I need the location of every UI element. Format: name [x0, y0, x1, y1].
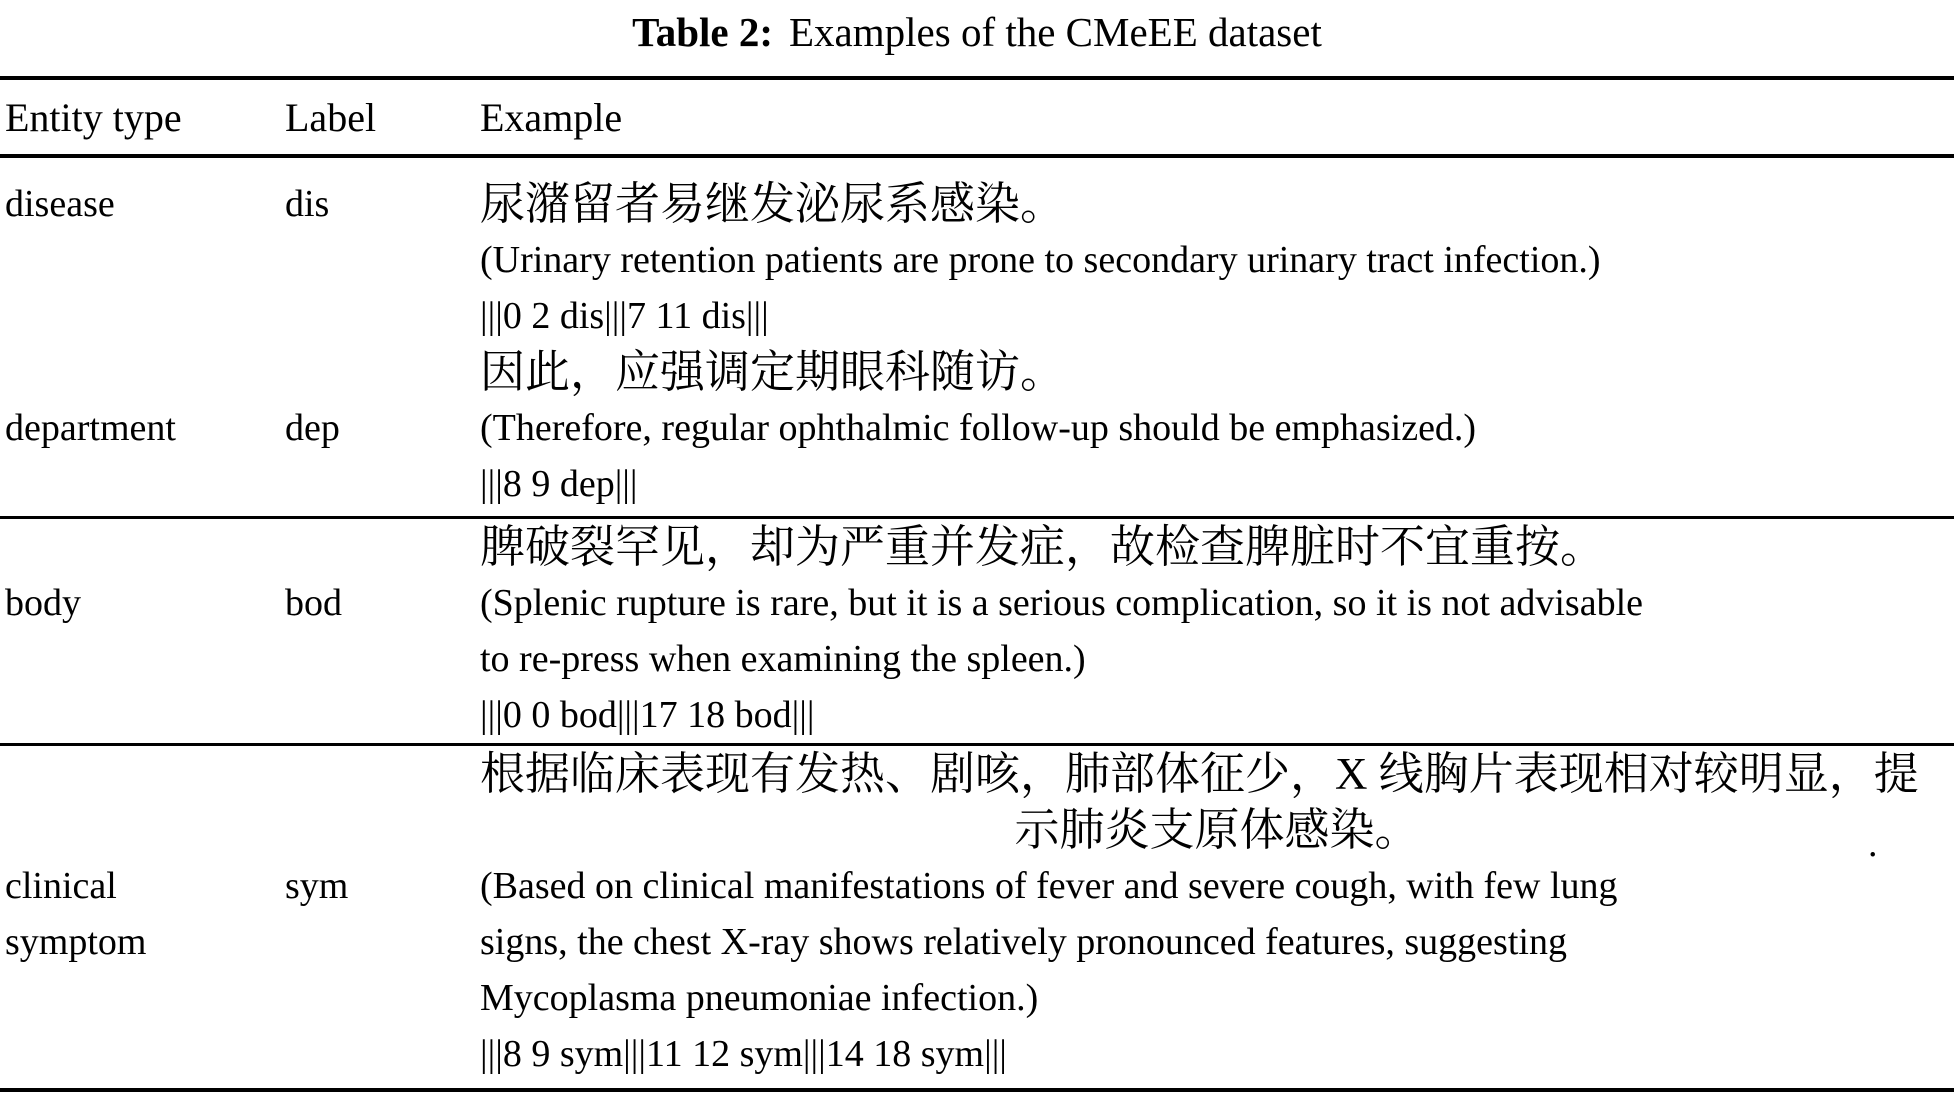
label-dep: dep: [285, 407, 340, 449]
example-annotation: |||8 9 dep|||: [480, 463, 638, 505]
example-translation-en: (Therefore, regular ophthalmic follow-up should be emphasized.): [480, 407, 1477, 449]
table-caption-title: Examples of the CMeEE dataset: [789, 9, 1322, 55]
column-header-label: Label: [285, 94, 377, 140]
entity-type-disease: disease: [5, 183, 115, 225]
example-sentence-zh-line-2: 示肺炎支原体感染。: [1014, 805, 1420, 855]
table-header-row: [0, 80, 1954, 154]
label-dis: dis: [285, 183, 330, 225]
column-header-entity-type: Entity type: [5, 94, 182, 140]
label-sym: sym: [285, 865, 349, 907]
table-section-clinical-symptom: [0, 746, 1954, 1088]
example-translation-en-line-3: Mycoplasma pneumoniae infection.): [480, 977, 1039, 1019]
column-header-example: Example: [480, 94, 623, 140]
entity-type-clinical-line-2: symptom: [5, 921, 147, 963]
table-caption-number: Table 2:: [632, 9, 774, 55]
example-sentence-zh: 脾破裂罕见，却为严重并发症，故检查脾脏时不宜重按。: [480, 522, 1606, 572]
example-sentence-zh: 尿潴留者易继发泌尿系感染。: [480, 179, 1066, 229]
example-annotation: |||0 2 dis|||7 11 dis|||: [480, 295, 769, 337]
example-sentence-zh: 因此，应强调定期眼科随访。: [480, 347, 1066, 397]
example-translation-en-line-1: (Splenic rupture is rare, but it is a serious complication, so it is not advisable: [480, 582, 1643, 624]
entity-type-clinical-line-1: clinical: [5, 865, 117, 907]
example-sentence-zh-line-1: 根据临床表现有发热、剧咳，肺部体征少，X 线胸片表现相对较明显，提: [480, 749, 1919, 799]
example-translation-en-line-2: to re-press when examining the spleen.): [480, 638, 1086, 680]
example-annotation: |||0 0 bod|||17 18 bod|||: [480, 694, 815, 736]
table-caption: [0, 6, 1954, 58]
table-row-clinical-symptom: [0, 746, 1954, 1082]
label-bod: bod: [285, 582, 342, 624]
entity-type-body: body: [5, 582, 81, 624]
table-row-disease: [0, 176, 1954, 344]
table-row-body: [0, 519, 1954, 743]
table-row-department: [0, 344, 1954, 512]
table-bottom-rule: [0, 1088, 1954, 1092]
example-translation-en-line-2: signs, the chest X-ray shows relatively pronounced features, suggesting: [480, 921, 1567, 963]
stray-dot-artifact: .: [1868, 823, 1878, 865]
example-translation-en-line-1: (Based on clinical manifestations of fever and severe cough, with few lung: [480, 865, 1618, 907]
example-annotation: |||8 9 sym|||11 12 sym|||14 18 sym|||: [480, 1033, 1007, 1075]
entity-type-department: department: [5, 407, 176, 449]
table-section-body: [0, 519, 1954, 743]
example-translation-en: (Urinary retention patients are prone to secondary urinary tract infection.): [480, 239, 1601, 281]
table-section-disease-department: [0, 158, 1954, 516]
